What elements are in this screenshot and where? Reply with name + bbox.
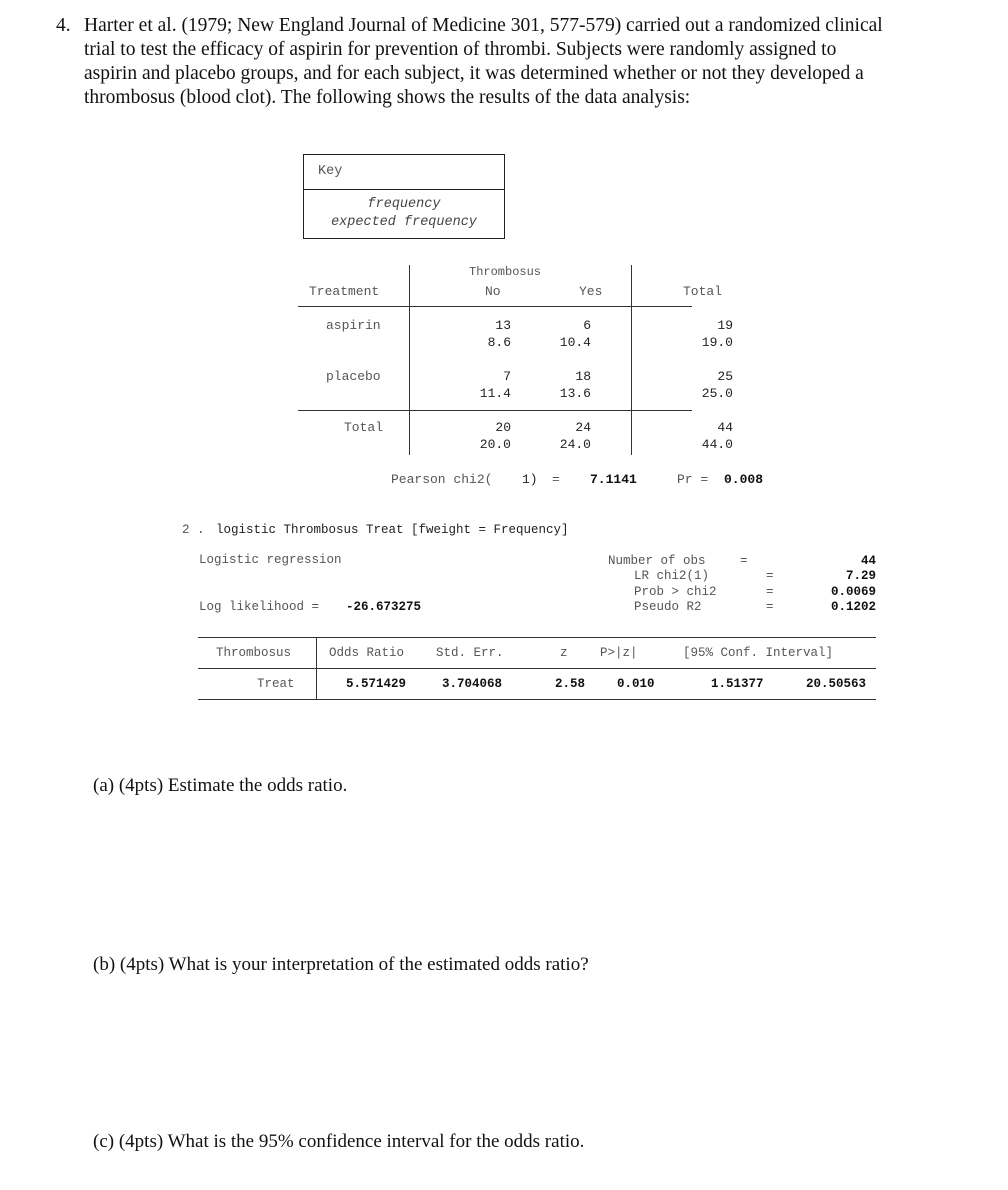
pr-label: Pr = — [677, 472, 709, 487]
part-c: (c) (4pts) What is the 95% confidence interval for the odds ratio. — [93, 1131, 585, 1152]
problem-number: 4. — [56, 15, 71, 36]
coef-table-divider — [316, 637, 317, 699]
crosstab-cell-expected: 25.0 — [701, 386, 733, 401]
stat-value: 7.29 — [845, 569, 876, 583]
crosstab-cell-expected: 44.0 — [701, 437, 733, 452]
problem-line: Harter et al. (1979; New England Journal of Medicine 301, 577-579) carried out a randomized clinical — [84, 15, 883, 36]
crosstab-total-label: Total — [344, 420, 384, 435]
crosstab-cell-expected: 20.0 — [479, 437, 511, 452]
stat-label: Pseudo R2 — [634, 600, 702, 614]
coef-header: Thrombosus — [216, 646, 292, 660]
key-expected-frequency: expected frequency — [331, 215, 477, 230]
stat-equals: = — [740, 554, 748, 568]
crosstab-cell: 44 — [717, 420, 733, 435]
coef-header: Odds Ratio — [329, 646, 405, 660]
crosstab-cell: 13 — [495, 318, 511, 333]
logistic-command: logistic Thrombosus Treat [fweight = Frequency] — [216, 523, 569, 537]
crosstab-col-group: Thrombosus — [469, 265, 542, 279]
part-b: (b) (4pts) What is your interpretation of the estimated odds ratio? — [93, 954, 589, 975]
loglik-value: -26.673275 — [346, 600, 422, 614]
stat-equals: = — [766, 585, 774, 599]
coef-z: 2.58 — [555, 677, 586, 691]
crosstab-cell-expected: 13.6 — [559, 386, 591, 401]
crosstab-col-no: No — [485, 284, 501, 299]
crosstab-col-yes: Yes — [579, 284, 603, 299]
crosstab-cell: 7 — [503, 369, 511, 384]
crosstab-cell: 18 — [575, 369, 591, 384]
crosstab-cell: 6 — [583, 318, 591, 333]
coef-header: P>|z| — [600, 646, 638, 660]
coef-header: z — [560, 646, 568, 660]
stat-label: LR chi2(1) — [634, 569, 710, 583]
stat-label: Prob > chi2 — [634, 585, 717, 599]
coef-table-bottom-rule — [198, 699, 876, 700]
crosstab-row-header: Treatment — [309, 284, 380, 299]
crosstab-cell-expected: 10.4 — [559, 335, 591, 350]
stat-equals: = — [766, 569, 774, 583]
stat-equals: = — [766, 600, 774, 614]
crosstab-divider-left — [409, 265, 410, 455]
stat-label: Number of obs — [608, 554, 706, 568]
pearson-equals: = — [552, 472, 560, 487]
crosstab-row-label: placebo — [326, 369, 381, 384]
crosstab-cell-expected: 8.6 — [487, 335, 511, 350]
pearson-label: Pearson chi2( — [391, 472, 493, 487]
coef-ci-low: 1.51377 — [711, 677, 764, 691]
crosstab-divider-right — [631, 265, 632, 455]
crosstab-cell: 20 — [495, 420, 511, 435]
problem-line: thrombosus (blood clot). The following shows the results of the data analysis: — [84, 87, 691, 108]
crosstab-header-rule — [298, 306, 692, 307]
key-title: Key — [318, 164, 343, 179]
problem-line: aspirin and placebo groups, and for each subject, it was determined whether or not they developed a — [84, 63, 864, 84]
crosstab-cell: 19 — [717, 318, 733, 333]
part-a: (a) (4pts) Estimate the odds ratio. — [93, 775, 348, 796]
loglik-label: Log likelihood = — [199, 600, 320, 614]
coef-std-err: 3.704068 — [442, 677, 503, 691]
logistic-title: Logistic regression — [199, 553, 342, 567]
pearson-value: 7.1141 — [590, 472, 637, 487]
crosstab-cell-expected: 11.4 — [479, 386, 511, 401]
coef-ci-high: 20.50563 — [806, 677, 867, 691]
stat-value: 44 — [860, 554, 876, 568]
crosstab-cell-expected: 19.0 — [701, 335, 733, 350]
crosstab-col-total: Total — [683, 284, 723, 299]
key-header — [304, 155, 504, 190]
crosstab-total-rule — [298, 410, 692, 411]
coef-table-top-rule — [198, 637, 876, 638]
problem-text — [84, 14, 984, 110]
coef-header: Std. Err. — [436, 646, 504, 660]
key-box — [303, 154, 505, 239]
coef-odds-ratio: 5.571429 — [346, 677, 407, 691]
crosstab-cell: 25 — [717, 369, 733, 384]
coef-table-header-rule — [198, 668, 876, 669]
crosstab-row-label: aspirin — [326, 318, 381, 333]
coef-row-label: Treat — [257, 677, 295, 691]
stat-value: 0.1202 — [830, 600, 876, 614]
problem-line: trial to test the efficacy of aspirin for prevention of thrombi. Subjects were randomly assigned to — [84, 39, 837, 60]
pr-value: 0.008 — [724, 472, 764, 487]
pearson-df: 1) — [522, 472, 538, 487]
command-prompt: 2 . — [182, 523, 205, 537]
coef-p: 0.010 — [617, 677, 655, 691]
crosstab-cell-expected: 24.0 — [559, 437, 591, 452]
crosstab-cell: 24 — [575, 420, 591, 435]
stat-value: 0.0069 — [830, 585, 876, 599]
coef-header: [95% Conf. Interval] — [683, 646, 834, 660]
key-frequency: frequency — [367, 197, 441, 212]
